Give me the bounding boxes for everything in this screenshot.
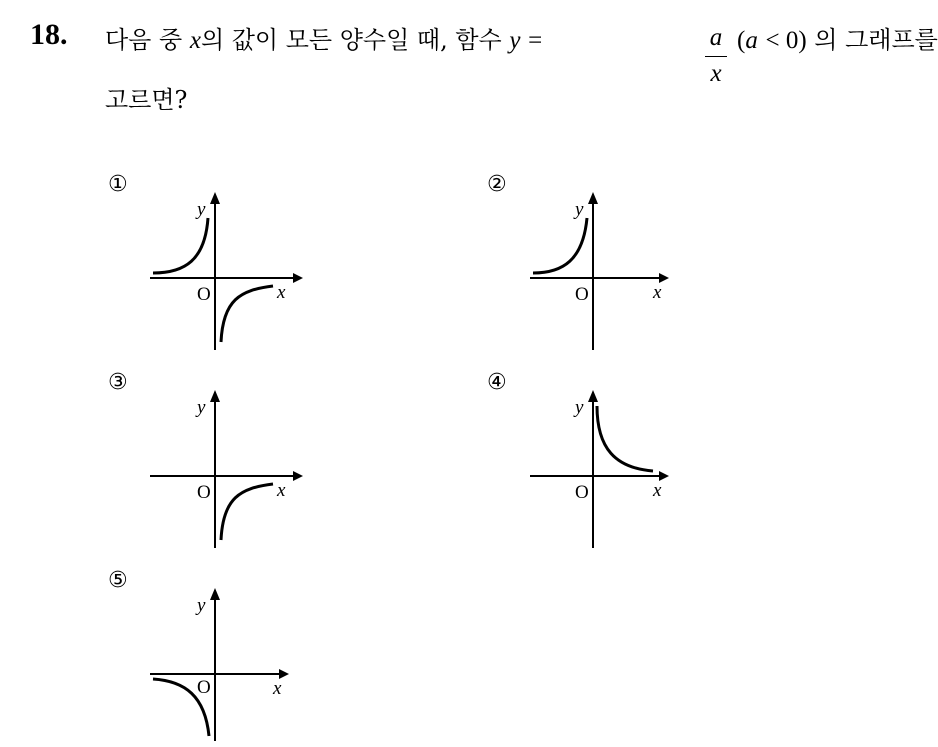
origin-label: O <box>575 284 589 305</box>
y-axis-arrow <box>210 192 220 204</box>
y-axis-label: y <box>575 397 584 418</box>
condition-open: ( <box>737 27 746 54</box>
curve-quadrant-2 <box>153 218 208 273</box>
condition-var-a: a <box>745 27 758 54</box>
y-axis-label: y <box>197 199 206 220</box>
x-axis-arrow <box>293 273 303 283</box>
x-axis-label: x <box>273 678 282 699</box>
y-axis-label: y <box>197 595 206 616</box>
stem-var-y: y <box>509 27 521 54</box>
stem-equals: = <box>528 27 543 54</box>
choice-5-label[interactable]: ⑤ <box>108 568 128 593</box>
y-axis-arrow <box>588 390 598 402</box>
x-axis-label: x <box>277 480 286 501</box>
stem-text-2: 의 값이 모든 양수일 때, 함수 <box>200 26 502 54</box>
choice-4-graph[interactable] <box>525 388 685 553</box>
choice-3-label[interactable]: ③ <box>108 370 128 395</box>
choice-2-graph[interactable] <box>525 190 685 355</box>
y-axis-label: y <box>197 397 206 418</box>
y-axis-arrow <box>210 588 220 600</box>
choice-1-label[interactable]: ① <box>108 172 128 197</box>
y-axis-label: y <box>575 199 584 220</box>
y-axis-arrow <box>588 192 598 204</box>
question-number: 18. <box>30 18 68 51</box>
fraction-numerator: a <box>709 24 723 51</box>
stem-var-x: x <box>189 27 201 54</box>
choice-3-graph[interactable] <box>145 388 305 553</box>
x-axis-label: x <box>653 480 662 501</box>
y-axis-arrow <box>210 390 220 402</box>
stem-text-1: 다음 중 <box>105 26 183 54</box>
choice-1-graph[interactable] <box>145 190 305 355</box>
curve-quadrant-2 <box>533 218 587 273</box>
curve-quadrant-1 <box>597 406 653 471</box>
choice-4-label[interactable]: ④ <box>487 370 507 395</box>
curve-quadrant-4 <box>221 484 273 540</box>
origin-label: O <box>197 284 211 305</box>
curve-quadrant-4 <box>221 286 273 342</box>
x-axis-label: x <box>653 282 662 303</box>
fraction-bar <box>705 56 727 57</box>
question-stem-line2: 고르면? <box>105 86 188 114</box>
x-axis-arrow <box>293 471 303 481</box>
origin-label: O <box>197 677 211 698</box>
x-axis-label: x <box>277 282 286 303</box>
origin-label: O <box>197 482 211 503</box>
choice-5-graph[interactable] <box>145 586 305 744</box>
fraction-denominator: x <box>710 60 722 87</box>
choice-2-label[interactable]: ② <box>487 172 507 197</box>
question-stem <box>105 22 938 87</box>
condition-rest: < 0) <box>765 27 807 54</box>
origin-label: O <box>575 482 589 503</box>
stem-text-3: 의 그래프를 <box>814 26 938 54</box>
